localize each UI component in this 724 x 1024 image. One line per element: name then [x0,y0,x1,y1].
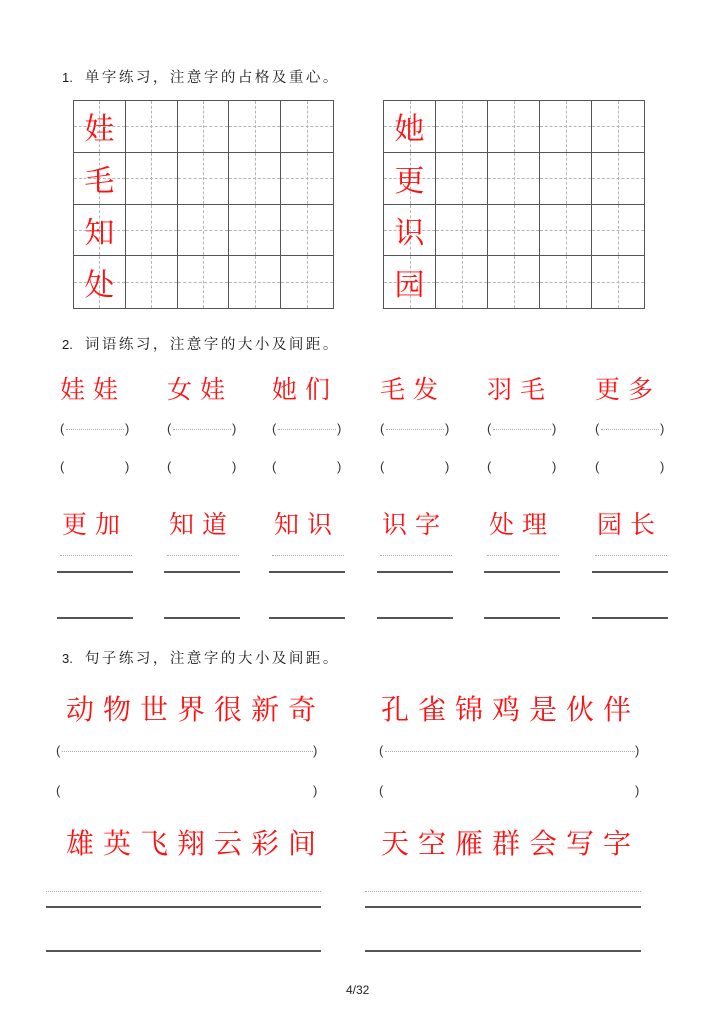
practice-cell[interactable] [592,205,644,257]
practice-cell[interactable] [540,153,592,205]
practice-cell[interactable] [178,256,230,308]
model-character: 识 [394,215,425,251]
guide-line-horizontal [126,126,177,127]
guide-line-horizontal [178,282,229,283]
model-sentence: 雄英飞翔云彩间 [66,827,326,860]
writing-line[interactable] [377,571,453,573]
guide-line-horizontal [281,282,333,283]
practice-cell[interactable] [281,256,333,308]
practice-cell[interactable] [178,205,230,257]
guide-line-horizontal [281,126,333,127]
guide-line-horizontal [592,230,644,231]
close-paren: ) [125,459,130,474]
writing-guide-dotted [167,555,239,556]
practice-cell[interactable] [436,153,488,205]
practice-cell[interactable] [281,205,333,257]
practice-cell[interactable] [436,256,488,308]
practice-cell[interactable] [488,101,540,153]
close-paren: ) [445,421,450,436]
model-char-cell [384,256,436,308]
section-1-heading [62,66,340,87]
writing-guide-dotted [60,555,132,556]
guide-line-horizontal [281,230,333,231]
practice-cell[interactable] [126,101,178,153]
model-char-cell [74,256,126,308]
model-word: 更加 [62,510,129,539]
pinyin-dotted-line[interactable] [62,751,313,752]
pinyin-dotted-line[interactable] [386,429,444,430]
guide-line-horizontal [178,230,229,231]
close-paren: ) [445,459,450,474]
writing-line[interactable] [269,571,345,573]
open-paren: ( [56,783,61,798]
open-paren: ( [487,459,492,474]
close-paren: ) [337,459,342,474]
model-sentence: 动物世界很新奇 [66,693,326,726]
model-word: 更多 [595,375,662,404]
practice-cell[interactable] [126,256,178,308]
model-char-cell [384,153,436,205]
model-character: 处 [84,268,115,304]
guide-line-horizontal [126,230,177,231]
pinyin-dotted-line[interactable] [385,751,635,752]
section-3-heading [62,647,340,668]
model-char-cell [384,101,436,153]
model-character: 她 [394,112,425,148]
open-paren: ( [380,459,385,474]
guide-line-horizontal [126,282,177,283]
close-paren: ) [635,783,640,798]
open-paren: ( [379,743,384,758]
open-paren: ( [60,421,65,436]
open-paren: ( [379,783,384,798]
practice-cell[interactable] [488,205,540,257]
model-char-cell [74,205,126,257]
practice-cell[interactable] [229,256,281,308]
practice-cell[interactable] [229,205,281,257]
practice-cell[interactable] [281,153,333,205]
writing-line[interactable] [57,571,133,573]
open-paren: ( [595,459,600,474]
open-paren: ( [60,459,65,474]
section-number: 1. [62,70,73,85]
writing-line[interactable] [592,571,668,573]
close-paren: ) [232,421,237,436]
model-word: 娃娃 [60,375,127,404]
close-paren: ) [552,459,557,474]
practice-grid-left [73,100,334,309]
pinyin-dotted-line[interactable] [66,429,124,430]
practice-cell[interactable] [592,153,644,205]
practice-cell[interactable] [592,101,644,153]
model-character: 毛 [84,164,115,200]
section-number: 3. [62,651,73,666]
practice-cell[interactable] [540,205,592,257]
section-number: 2. [62,337,73,352]
pinyin-dotted-line[interactable] [493,429,551,430]
guide-line-horizontal [592,282,644,283]
model-character: 知 [84,215,115,251]
pinyin-dotted-line[interactable] [601,429,659,430]
section-2-heading [62,333,340,354]
open-paren: ( [487,421,492,436]
page-number: 4/32 [346,983,370,997]
close-paren: ) [660,421,665,436]
model-word: 毛发 [380,375,447,404]
practice-cell[interactable] [488,256,540,308]
writing-line[interactable] [269,617,345,619]
guide-line-horizontal [229,126,280,127]
writing-line[interactable] [164,571,240,573]
guide-line-horizontal [488,282,539,283]
model-word: 知识 [274,510,341,539]
writing-line[interactable] [46,906,321,908]
writing-line[interactable] [484,617,560,619]
practice-cell[interactable] [540,256,592,308]
practice-cell[interactable] [178,153,230,205]
close-paren: ) [635,743,640,758]
writing-line[interactable] [365,906,641,908]
open-paren: ( [595,421,600,436]
writing-line[interactable] [365,950,641,952]
close-paren: ) [660,459,665,474]
guide-line-horizontal [436,230,487,231]
close-paren: ) [313,743,318,758]
practice-cell[interactable] [229,153,281,205]
practice-cell[interactable] [126,153,178,205]
model-word: 识字 [382,510,449,539]
guide-line-horizontal [436,126,487,127]
writing-line[interactable] [377,617,453,619]
writing-guide-dotted [272,555,344,556]
writing-guide-dotted [487,555,559,556]
model-char-cell [74,153,126,205]
guide-line-horizontal [229,178,280,179]
guide-line-horizontal [540,126,591,127]
writing-guide-dotted [365,891,641,892]
guide-line-horizontal [488,178,539,179]
guide-line-horizontal [229,230,280,231]
guide-line-horizontal [436,282,487,283]
open-paren: ( [272,459,277,474]
guide-line-horizontal [488,230,539,231]
model-word: 她们 [272,375,339,404]
guide-line-horizontal [126,178,177,179]
writing-guide-dotted [380,555,452,556]
guide-line-horizontal [592,178,644,179]
practice-cell[interactable] [178,101,230,153]
model-word: 园长 [597,510,664,539]
guide-line-horizontal [281,178,333,179]
practice-grid-right [383,100,645,309]
open-paren: ( [56,743,61,758]
open-paren: ( [167,421,172,436]
model-character: 娃 [84,112,115,148]
writing-line[interactable] [57,617,133,619]
guide-line-horizontal [178,126,229,127]
close-paren: ) [313,783,318,798]
model-sentence: 孔雀锦鸡是伙伴 [381,693,641,726]
writing-line[interactable] [592,617,668,619]
model-word: 处理 [489,510,556,539]
guide-line-horizontal [540,230,591,231]
model-sentence: 天空雁群会写字 [381,827,641,860]
guide-line-horizontal [178,178,229,179]
guide-line-horizontal [436,178,487,179]
writing-line[interactable] [484,571,560,573]
guide-line-horizontal [488,126,539,127]
guide-line-horizontal [229,282,280,283]
guide-line-horizontal [540,178,591,179]
pinyin-dotted-line[interactable] [278,429,336,430]
model-char-cell [384,205,436,257]
practice-cell[interactable] [436,101,488,153]
model-character: 更 [394,164,425,200]
practice-cell[interactable] [540,101,592,153]
practice-cell[interactable] [436,205,488,257]
writing-line[interactable] [164,617,240,619]
guide-line-horizontal [540,282,591,283]
section-title: 词语练习，注意字的大小及间距。 [84,337,340,353]
model-char-cell [74,101,126,153]
close-paren: ) [232,459,237,474]
practice-cell[interactable] [126,205,178,257]
section-title: 单字练习，注意字的占格及重心。 [84,70,340,86]
open-paren: ( [272,421,277,436]
practice-cell[interactable] [281,101,333,153]
close-paren: ) [337,421,342,436]
close-paren: ) [125,421,130,436]
guide-line-horizontal [592,126,644,127]
model-word: 女娃 [167,375,234,404]
pinyin-dotted-line[interactable] [173,429,231,430]
writing-guide-dotted [595,555,667,556]
open-paren: ( [167,459,172,474]
model-word: 羽毛 [487,375,554,404]
model-word: 知道 [169,510,236,539]
practice-cell[interactable] [488,153,540,205]
close-paren: ) [552,421,557,436]
practice-cell[interactable] [592,256,644,308]
writing-line[interactable] [46,950,321,952]
writing-guide-dotted [46,891,321,892]
section-title: 句子练习，注意字的大小及间距。 [84,651,340,667]
model-character: 园 [394,268,425,304]
open-paren: ( [380,421,385,436]
practice-cell[interactable] [229,101,281,153]
